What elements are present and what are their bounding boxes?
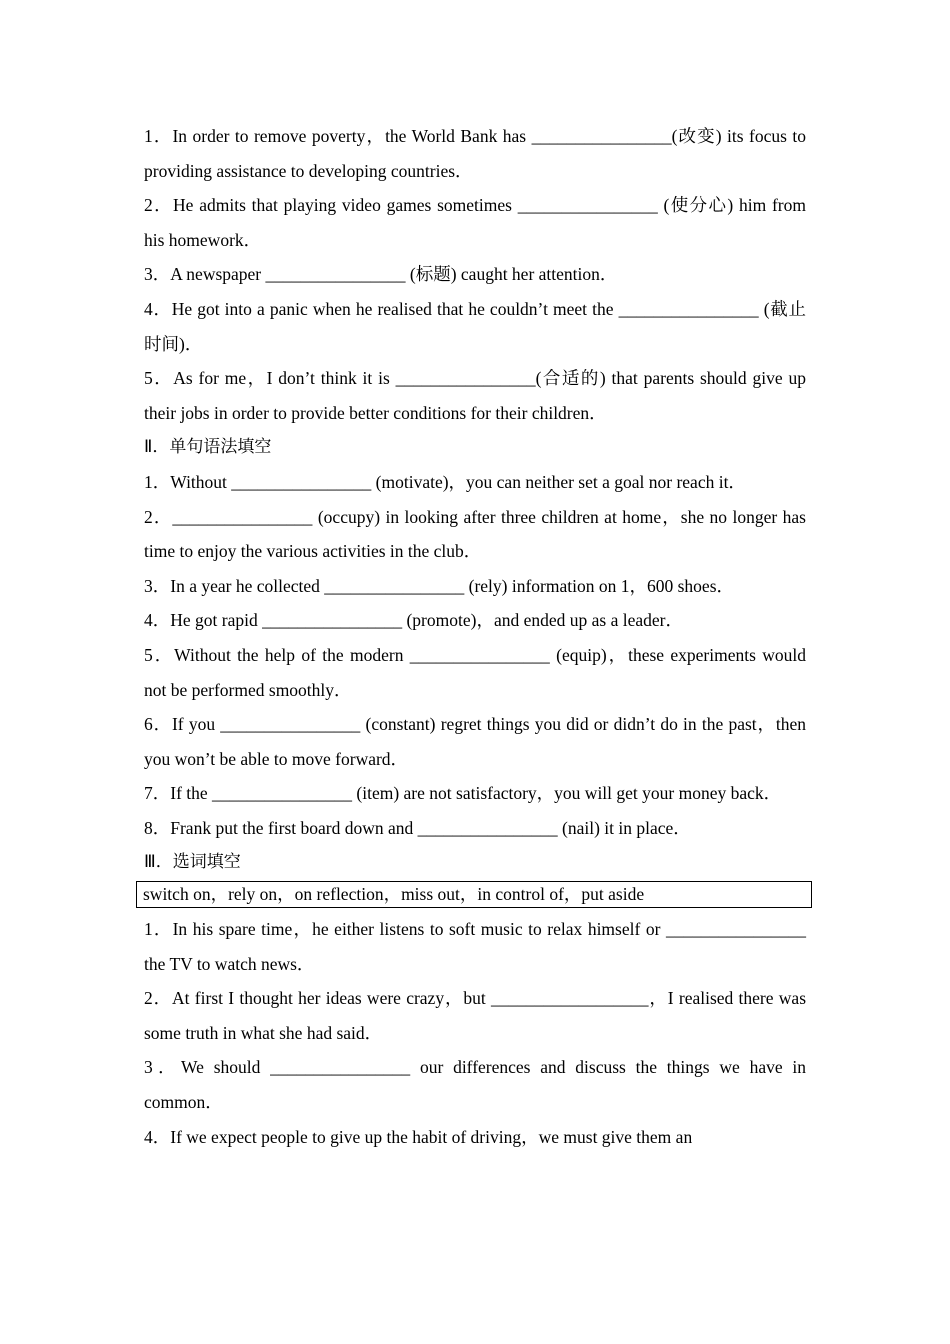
section-heading: Ⅱ．单句语法填空 [144,437,272,458]
exercise-item: 2．At first I thought her ideas were crazy，but __________________，I realised there was some truth in what she had said． [144,988,806,1043]
exercise-item: 4．He got rapid ________________ (promote)，and ended up as a leader． [144,610,683,631]
word-bank-box: switch on，rely on，on reflection，miss out，in control of，put aside [136,881,812,908]
exercise-item: 5．As for me，I don’t think it is ________________(合适的) that parents should give up their jobs in order to provide better conditions for their children． [144,368,806,423]
word-choice-section [144,845,806,1154]
worksheet-page [144,119,806,1154]
exercise-item: 1．In order to remove poverty，the World Bank has ________________(改变) its focus to providing assistance to developing countries． [144,126,806,181]
exercise-item: 4．He got into a panic when he realised that he couldn’t meet the ________________ (截止时间)． [144,298,806,354]
exercise-item: 8．Frank put the first board down and ________________ (nail) it in place． [144,817,691,838]
exercise-item: 1．Without ________________ (motivate)，you can neither set a goal nor reach it． [144,471,746,492]
vocabulary-section [144,119,806,430]
grammar-section [144,430,806,845]
exercise-item: 3．In a year he collected ________________ (rely) information on 1，600 shoes． [144,575,735,596]
exercise-item: 1．In his spare time，he either listens to soft music to relax himself or ________________ the TV to watch news． [144,919,806,974]
exercise-item: 5．Without the help of the modern ________________ (equip)，these experiments would not be performed smoothly． [144,644,806,700]
exercise-item: 2．He admits that playing video games sometimes ________________ (使分心) him from his homework． [144,195,806,250]
exercise-item: 3．We should ________________ our differences and discuss the things we have in common． [144,1057,806,1113]
exercise-item: 3．A newspaper ________________ (标题) caught her attention． [144,264,618,285]
exercise-item: 6．If you ________________ (constant) regret things you did or didn’t do in the past，then you won’t be able to move forward． [144,714,806,769]
section-heading: Ⅲ．选词填空 [144,852,241,873]
exercise-item: 4．If we expect people to give up the habit of driving，we must give them an [144,1126,693,1147]
exercise-item: 2．________________ (occupy) in looking after three children at home，she no longer has time to enjoy the various activities in the club． [144,506,806,562]
exercise-item: 7．If the ________________ (item) are not satisfactory，you will get your money back． [144,783,782,804]
